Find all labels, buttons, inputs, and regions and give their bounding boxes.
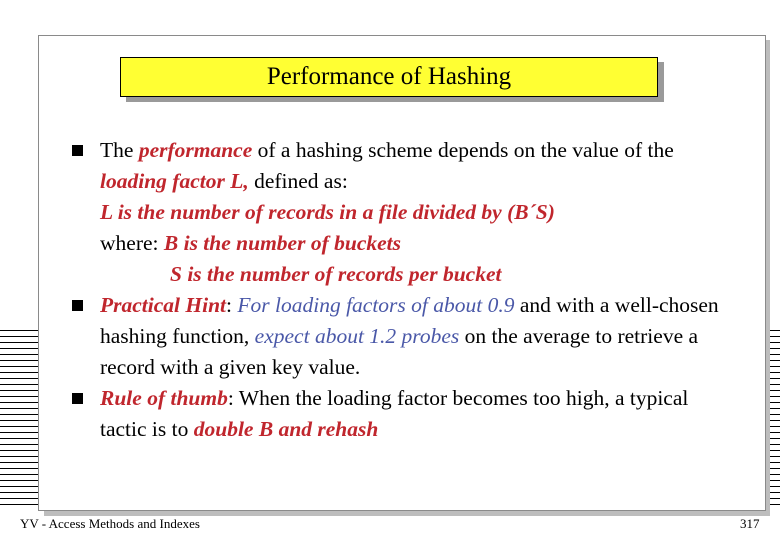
bullet-list <box>70 135 730 445</box>
bullet-rule-of-thumb: Rule of thumb: When the loading factor becomes too high, a typical tactic is to double B and rehash <box>70 383 730 445</box>
bullet-practical-hint: Practical Hint: For loading factors of about 0.9 and with a well-chosen hashing function, expect about 1.2 probes on the average to retrieve a record with a given key value. <box>70 290 730 383</box>
left-decorative-rules <box>0 330 40 510</box>
footer-course-title: YV - Access Methods and Indexes <box>20 516 200 531</box>
bullet-performance: The performance of a hashing scheme depends on the value of the loading factor L, defined as: L is the number of records in a file divided by (B´S) where: B is the number of buckets S is the number of records per bucket <box>70 135 730 290</box>
square-bullet-icon <box>72 393 83 404</box>
page-number: 317 <box>740 516 760 531</box>
square-bullet-icon <box>72 300 83 311</box>
bucket-definition: B is the number of buckets <box>163 231 401 255</box>
slide-title-text: Performance of Hashing <box>266 63 512 90</box>
records-per-bucket-definition: S is the number of records per bucket <box>170 262 502 286</box>
load-factor-definition: L is the number of records in a file divided by (B´S) <box>100 200 555 224</box>
slide-title <box>120 57 658 97</box>
square-bullet-icon <box>72 145 83 156</box>
